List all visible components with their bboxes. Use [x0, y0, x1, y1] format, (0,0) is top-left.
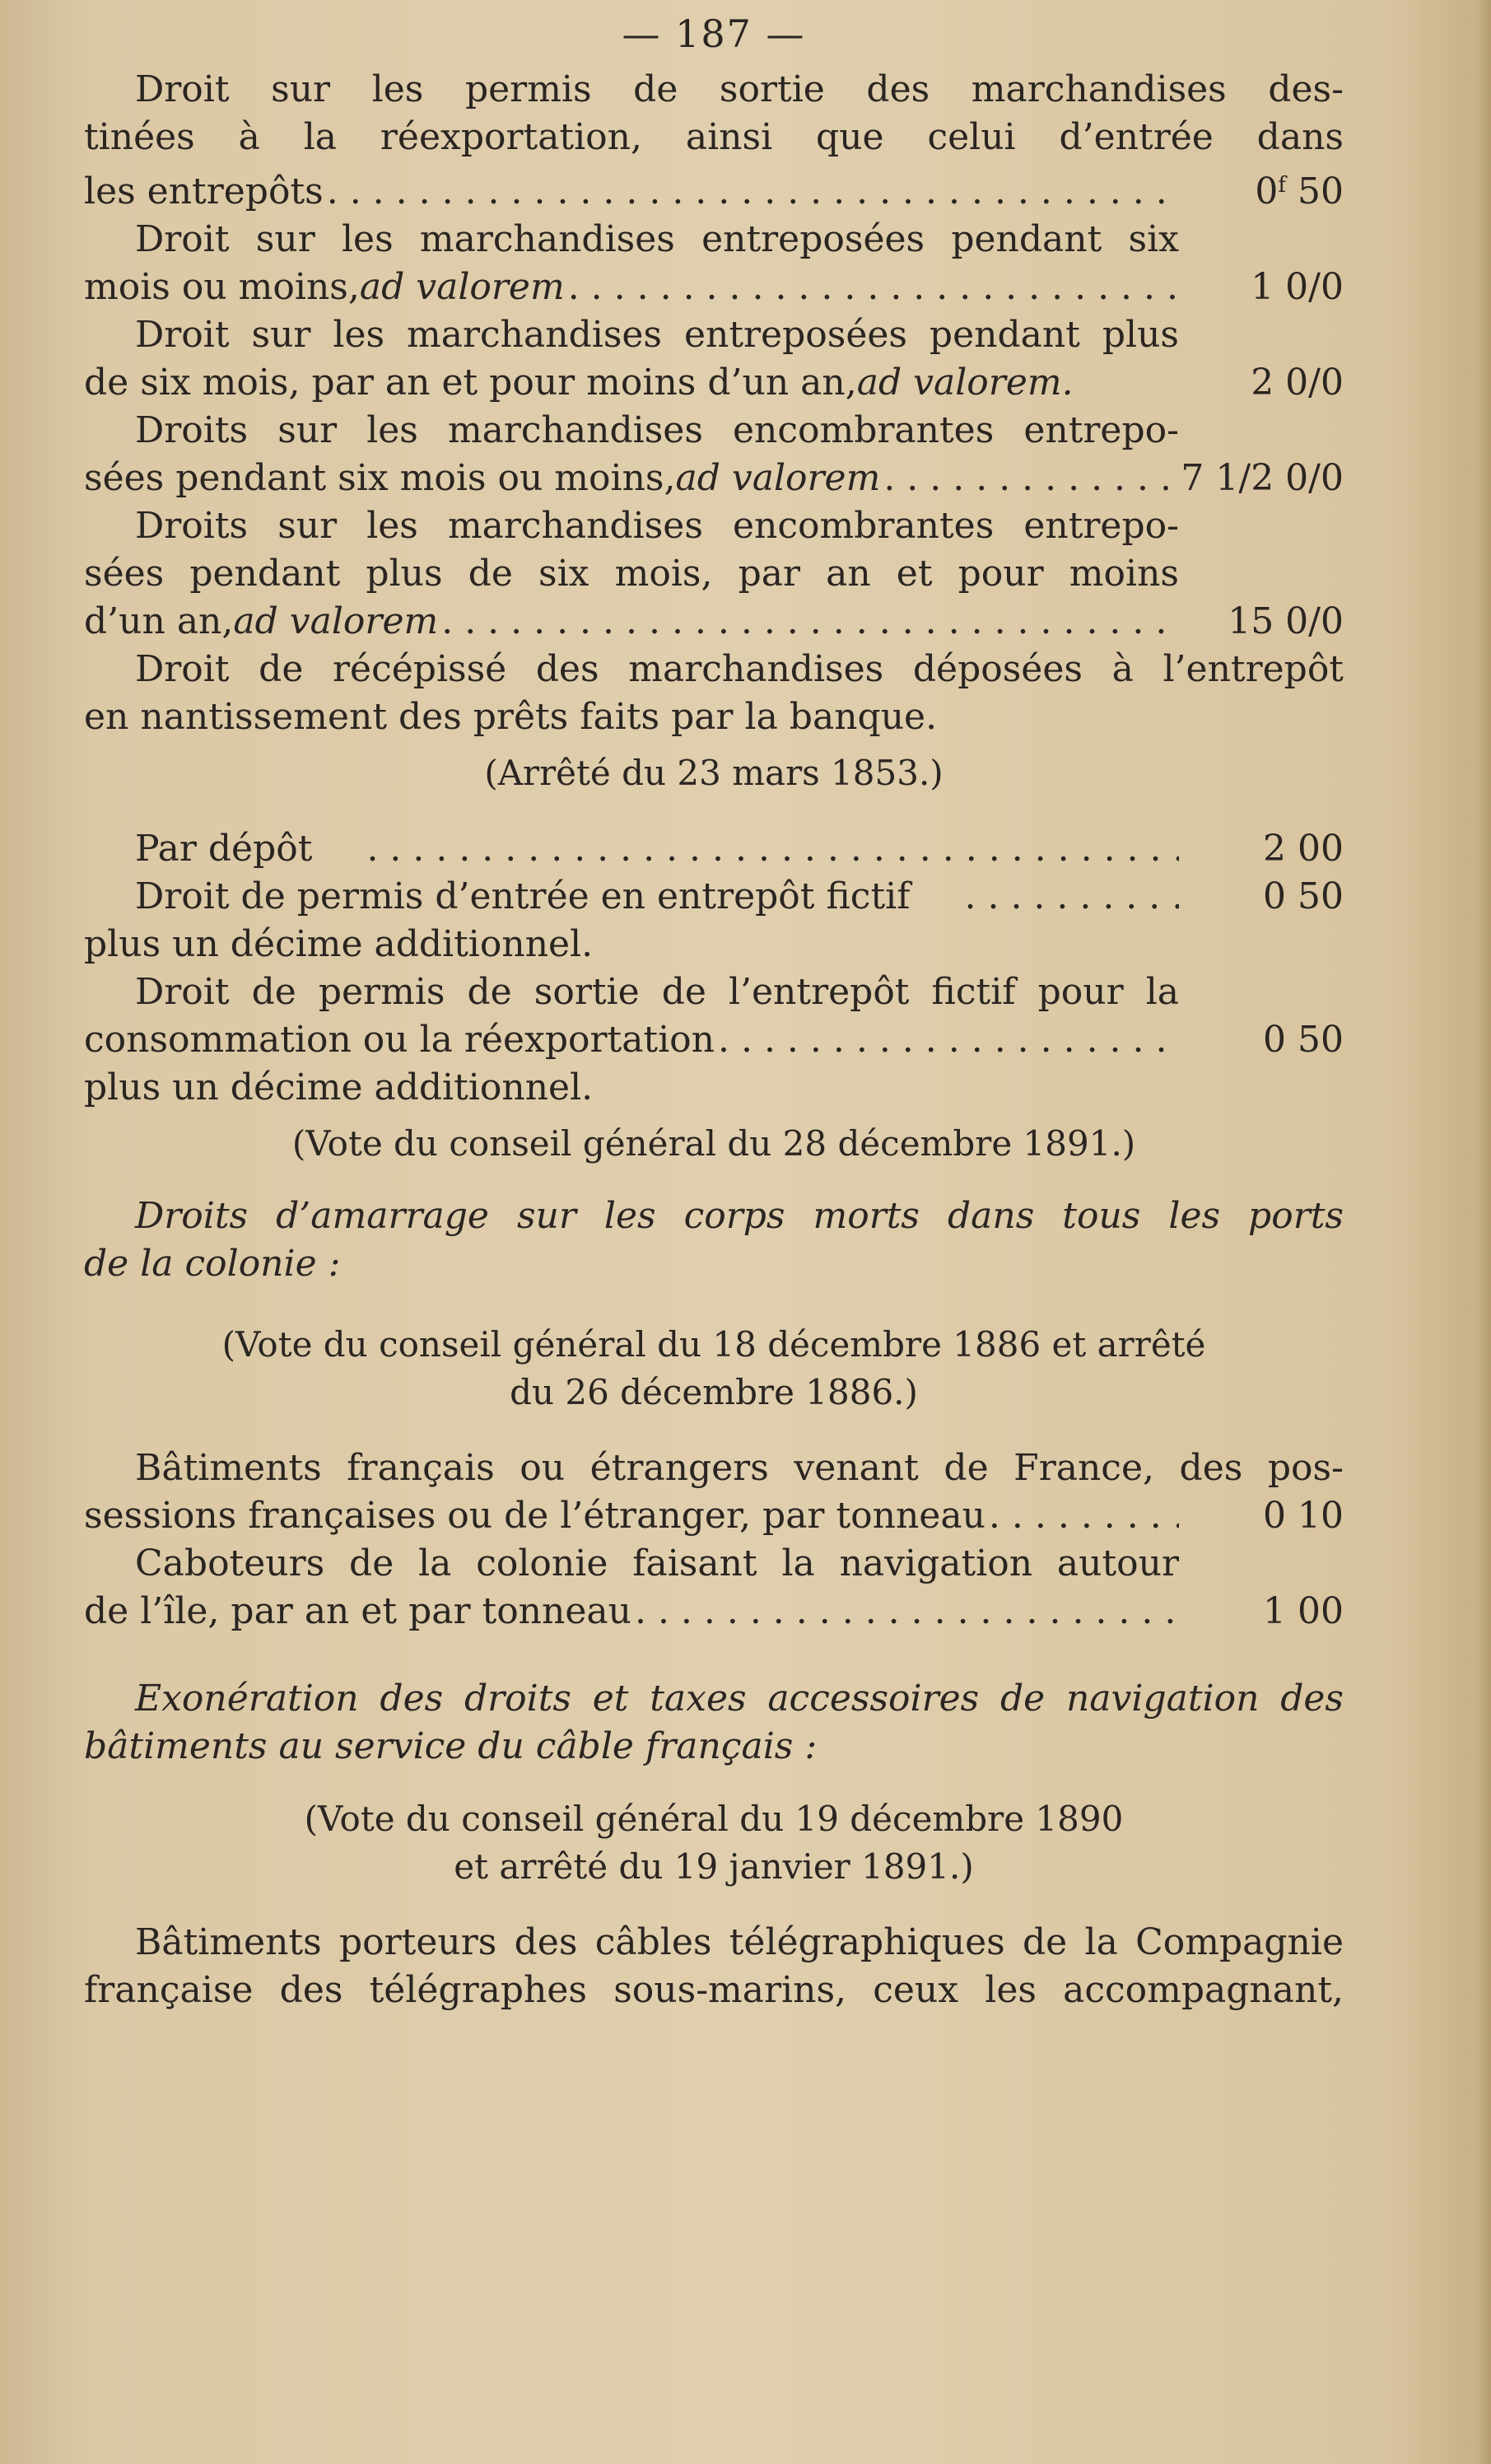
- dot-leader: [715, 1016, 1179, 1064]
- final-paragraph: Bâtiments porteurs des câbles télégraphiques de la Compagnie française des télégraphes sous-marins, ceux les accompagnant,: [84, 1921, 1344, 2011]
- entry-line: Droit sur les marchandises entreposées pendant six: [135, 218, 1179, 260]
- decree-note-1886: (Vote du conseil général du 18 décembre 1886 et arrêté du 26 décembre 1886.): [221, 1324, 1206, 1412]
- entry-last-line: de six mois, par an et pour moins d’un an,: [84, 362, 857, 404]
- entry-last-em: ad valorem.: [856, 362, 1074, 404]
- paragraph-line: Droit de récépissé des marchandises déposées à l’entrepôt: [135, 648, 1344, 690]
- dot-leader: [985, 1492, 1179, 1540]
- depot-value: 2 00: [1263, 828, 1344, 870]
- tariff-entry: [84, 66, 1344, 216]
- entry-last-line: mois ou moins,: [84, 266, 360, 308]
- decree-note-1853: (Arrêté du 23 mars 1853.): [484, 753, 944, 793]
- fictif-sortie-last: consommation ou la réexportation: [84, 1019, 715, 1061]
- entry-last-line: sées pendant six mois ou moins,: [84, 457, 676, 499]
- entry-last-line: les entrepôts: [84, 170, 324, 212]
- fictif-sortie-after: plus un décime additionnel.: [84, 1066, 594, 1108]
- dot-leader: [880, 455, 1179, 502]
- entry-value: 0$^f$ 50: [1255, 170, 1344, 212]
- decree-note-1891: (Vote du conseil général du 28 décembre 1891.): [291, 1123, 1136, 1164]
- fictif-entree-value: 0 50: [1263, 875, 1344, 917]
- entry-line: tinées à la réexportation, ainsi que celui d’entrée dans: [84, 116, 1344, 158]
- text-block: [84, 10, 1344, 2014]
- entry-value: 7 1/2 0/0: [1181, 457, 1344, 499]
- recepisse-paragraph: [84, 646, 1344, 741]
- batiments-value: 0 10: [1263, 1495, 1344, 1537]
- batiments-line1: Bâtiments français ou étrangers venant de France, des pos-: [135, 1447, 1344, 1489]
- entry-line: Droit sur les permis de sortie des marchandises des-: [135, 68, 1344, 110]
- amarrage-heading: Droits d’amarrage sur les corps morts dans tous les ports de la colonie :: [84, 1195, 1344, 1285]
- entry-last-em: ad valorem: [359, 266, 565, 308]
- dot-leader: [631, 1588, 1179, 1636]
- fictif-entree-label: Droit de permis d’entrée en entrepôt fictif: [135, 875, 911, 917]
- decree-note-1890: (Vote du conseil général du 19 décembre 1890 et arrêté du 19 janvier 1891.): [304, 1799, 1124, 1887]
- page-edge-shadow: [1476, 0, 1491, 2464]
- entry-last-em: ad valorem: [675, 457, 881, 499]
- depot-line: [84, 825, 1344, 873]
- tariff-entry: [84, 407, 1344, 502]
- entry-line: Droit sur les marchandises entreposées pendant plus: [135, 314, 1179, 356]
- entry-line: Droits sur les marchandises encombrantes entrepo-: [135, 409, 1179, 451]
- tariff-entry: [84, 216, 1344, 311]
- fictif-entree-line: [84, 873, 1344, 921]
- entry-value: 15 0/0: [1228, 600, 1344, 642]
- entry-line: sées pendant plus de six mois, par an et pour moins: [84, 553, 1179, 595]
- caboteurs-value: 1 00: [1263, 1590, 1344, 1632]
- tariff-entry: [84, 502, 1344, 646]
- caboteurs-last: de l’île, par an et par tonneau: [84, 1590, 631, 1632]
- batiments-last: sessions françaises ou de l’étranger, par tonneau: [84, 1495, 985, 1537]
- entry-last-line: d’un an,: [84, 600, 234, 642]
- fictif-sortie-line1: Droit de permis de sortie de l’entrepôt fictif pour la: [135, 971, 1179, 1013]
- dot-leader: [312, 825, 1179, 873]
- dot-leader: [565, 264, 1179, 311]
- tariff-entry: [84, 311, 1344, 407]
- paragraph-line: en nantissement des prêts faits par la banque.: [84, 696, 938, 738]
- fictif-sortie-value: 0 50: [1263, 1019, 1344, 1061]
- dot-leader: [438, 598, 1179, 646]
- caboteurs-line1: Caboteurs de la colonie faisant la navigation autour: [135, 1542, 1179, 1584]
- exoneration-heading: Exonération des droits et taxes accessoires de navigation des bâtiments au service du câble français :: [84, 1678, 1344, 1767]
- entry-last-em: ad valorem: [233, 600, 439, 642]
- depot-label: Par dépôt: [135, 828, 313, 870]
- page-number: — 187 —: [622, 12, 806, 56]
- entry-line: Droits sur les marchandises encombrantes entrepo-: [135, 505, 1179, 547]
- dot-leader: [911, 873, 1180, 921]
- entry-value: 1 0/0: [1251, 266, 1344, 308]
- dot-leader: [324, 168, 1179, 216]
- fictif-entree-after: plus un décime additionnel.: [84, 923, 594, 965]
- entry-value: 2 0/0: [1251, 362, 1344, 404]
